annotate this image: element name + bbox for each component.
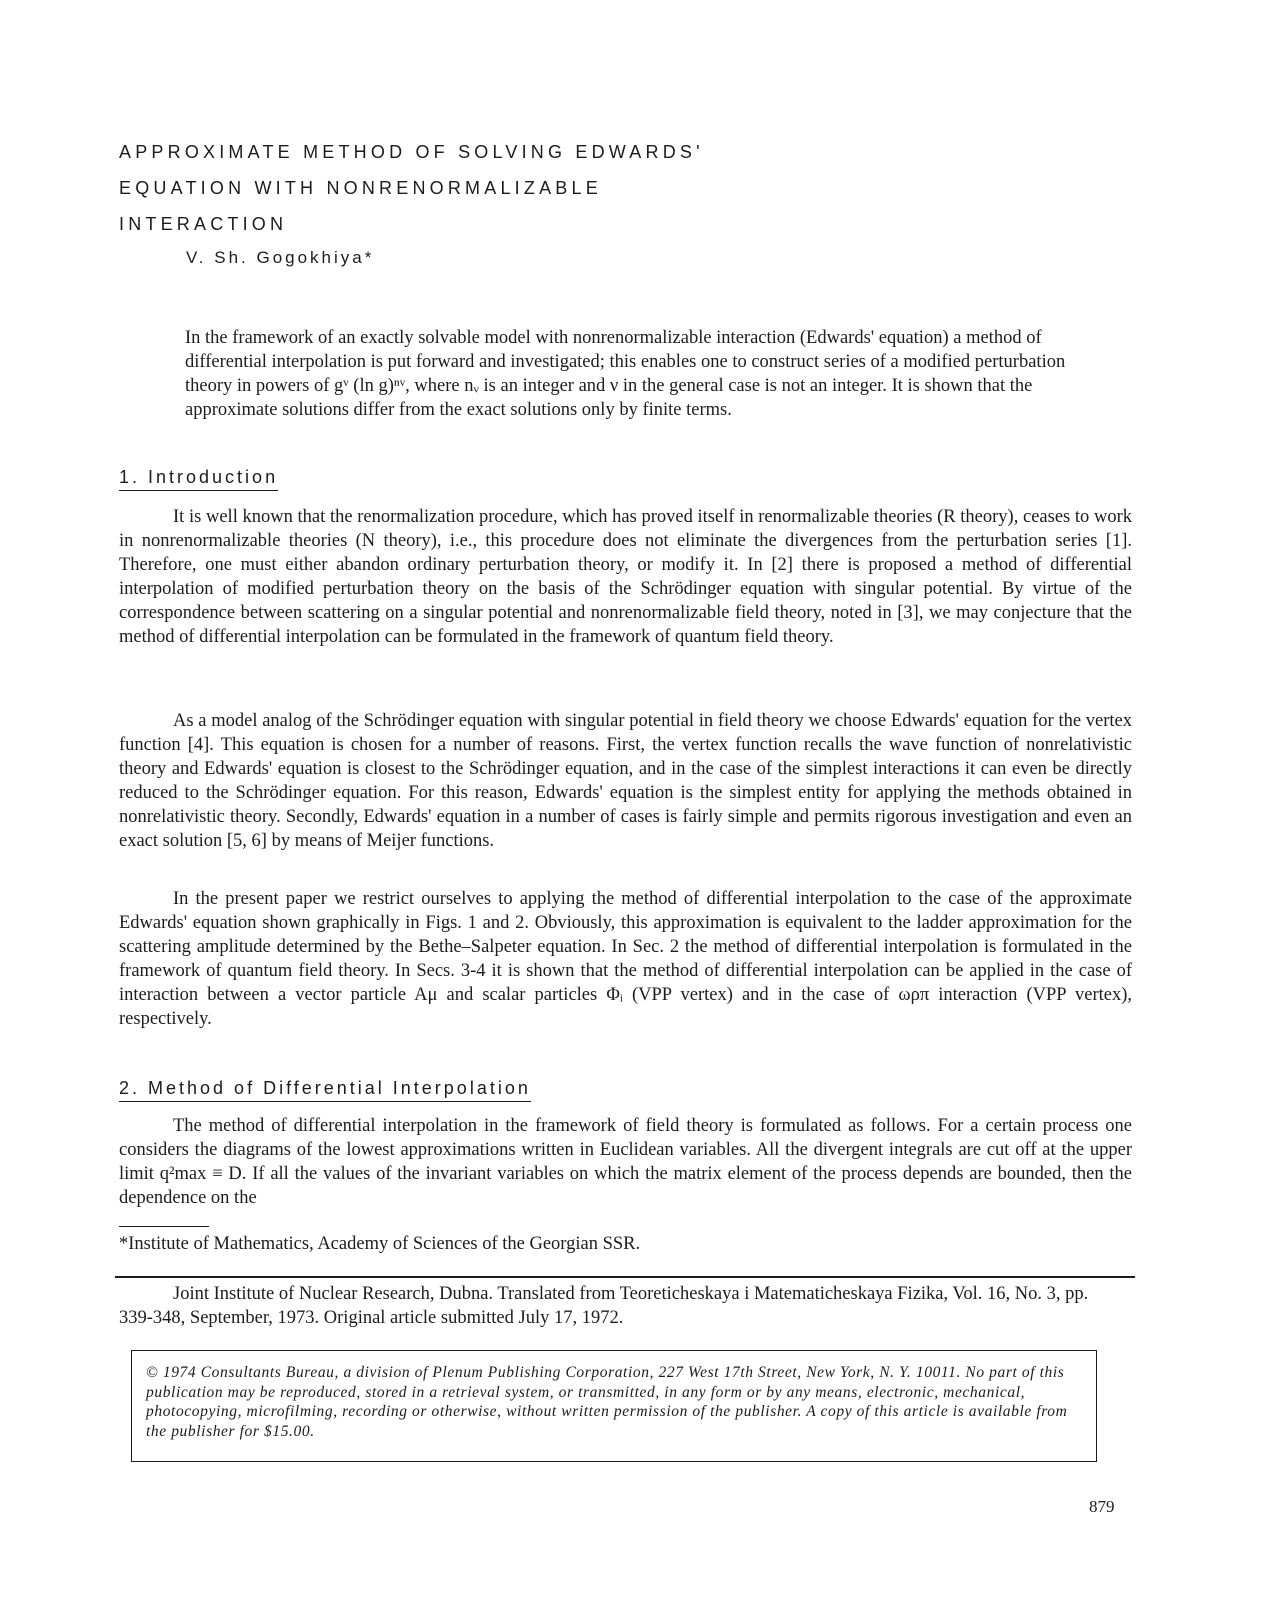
intro-paragraph-3: In the present paper we restrict ourselves to applying the method of differential interpolation to the case of the approximate Edwards' equation shown graphically in Figs. 1 and 2. Obviously, this approximation is equivalent to the ladder approximation for the scattering amplitude determined by the Bethe–Salpeter equation. In Sec. 2 the method of differential interpolation is formulated in the framework of quantum field theory. In Secs. 3-4 it is shown that the method of differential interpolation can be applied in the case of interaction between a vector particle Aμ and scalar particles Φᵢ (VPP vertex) and in the case of ωρπ interaction (VPP vertex), respectively. [119, 889, 1132, 1029]
copyright-box [131, 1350, 1097, 1462]
method-paragraph-1: The method of differential interpolation in the framework of field theory is formulated as follows. For a certain process one considers the diagrams of the lowest approximations written in Euclidean variables. All the divergent integrals are cut off at the upper limit q²max ≡ D. If all the values of the invariant variables on which the matrix element of the process depends are bounded, then the dependence on the [119, 1116, 1132, 1208]
title-line-1: APPROXIMATE METHOD OF SOLVING EDWARDS' [119, 142, 704, 162]
intro-paragraph-1: It is well known that the renormalization procedure, which has proved itself in renormalizable theories (R theory), ceases to work in nonrenormalizable theories (N theory), i.e., this procedure does not eliminate the divergences from the perturbation series [1]. Therefore, one must either abandon ordinary perturbation theory, or modify it. In [2] there is proposed a method of differential interpolation of modified perturbation theory on the basis of the Schrödinger equation with singular potential. By virtue of the correspondence between scattering on a singular potential and nonrenormalizable field theory, noted in [3], we may conjecture that the method of differential interpolation can be formulated in the framework of quantum field theory. [119, 507, 1132, 647]
title-line-2: EQUATION WITH NONRENORMALIZABLE [119, 178, 602, 198]
section-heading-method: 2. Method of Differential Interpolation [119, 1078, 531, 1102]
footnote-divider [119, 1226, 209, 1227]
page-number: 879 [1089, 1497, 1115, 1516]
abstract: In the framework of an exactly solvable model with nonrenormalizable interaction (Edwards' equation) a method of differential interpolation is put forward and investigated; this enables one to construct series of a modified perturbation theory in powers of gᵛ (ln g)ⁿᵛ, where nᵥ is an integer and ν in the general case is not an integer. It is shown that the approximate solutions differ from the exact solutions only by finite terms. [185, 328, 1066, 420]
title-line-3: INTERACTION [119, 214, 288, 234]
author-name: V. Sh. Gogokhiya* [186, 248, 375, 267]
source-note: Joint Institute of Nuclear Research, Dubna. Translated from Teoreticheskaya i Matematicheskaya Fizika, Vol. 16, No. 3, pp. 339-348, September, 1973. Original article submitted July 17, 1972. [119, 1284, 1089, 1328]
paper-title [119, 134, 704, 242]
footnote-affiliation: *Institute of Mathematics, Academy of Sciences of the Georgian SSR. [119, 1234, 641, 1254]
intro-paragraph-2: As a model analog of the Schrödinger equation with singular potential in field theory we choose Edwards' equation for the vertex function [4]. This equation is chosen for a number of reasons. First, the vertex function recalls the wave function of nonrelativistic theory and Edwards' equation is closest to the Schrödinger equation, and in the case of the simplest interactions it can even be directly reduced to the Schrödinger equation. For this reason, Edwards' equation is the simplest entity for applying the methods obtained in nonrelativistic theory. Secondly, Edwards' equation in a number of cases is fairly simple and permits rigorous investigation and even an exact solution [5, 6] by means of Meijer functions. [119, 711, 1132, 851]
source-divider [115, 1276, 1135, 1278]
section-heading-introduction: 1. Introduction [119, 467, 278, 491]
copyright-text: © 1974 Consultants Bureau, a division of Plenum Publishing Corporation, 227 West 17th Street, New York, N. Y. 10011. No part of this publication may be reproduced, stored in a retrieval system, or transmitted, in any form or by any means, electronic, mechanical, photocopying, microfilming, recording or otherwise, without written permission of the publisher. A copy of this article is available from the publisher for $15.00. [146, 1364, 1068, 1440]
